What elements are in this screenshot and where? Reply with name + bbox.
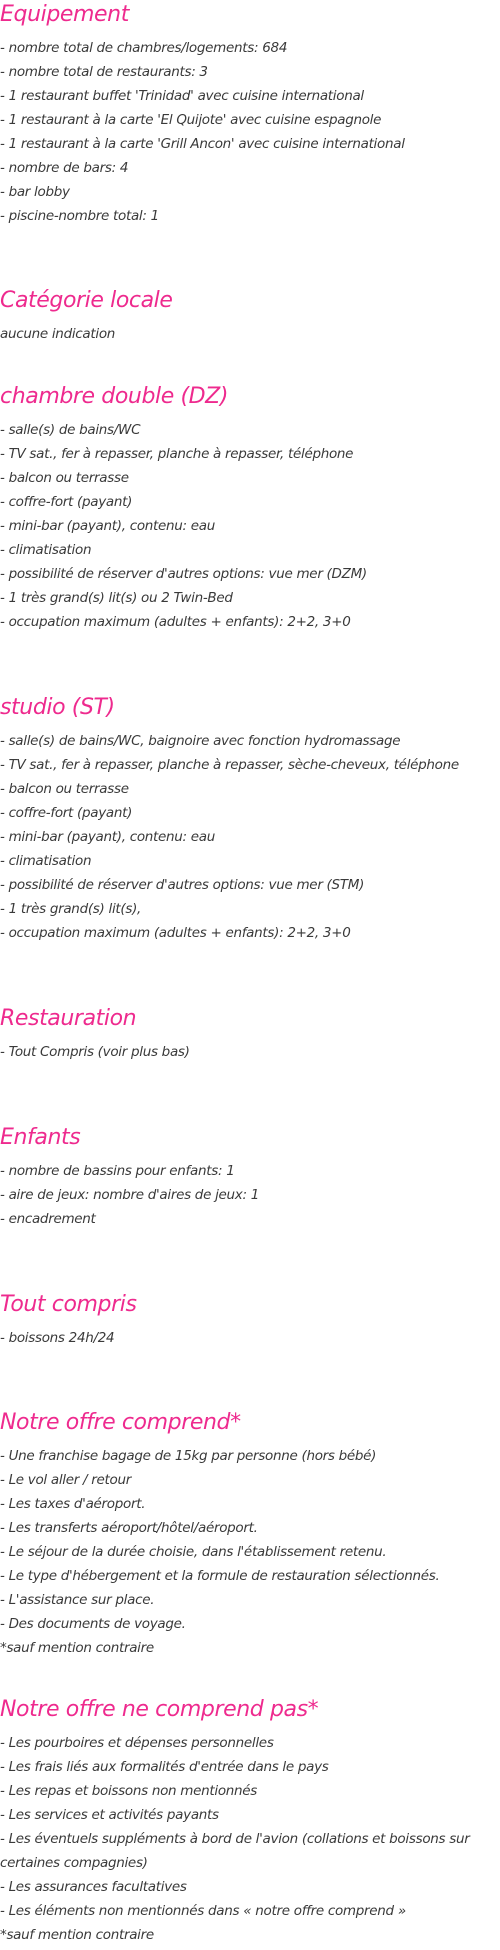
list-item: - occupation maximum (adultes + enfants): 2+2, 3+0 bbox=[0, 925, 351, 941]
list-item: - balcon ou terrasse bbox=[0, 470, 129, 486]
list-item: - Les services et activités payants bbox=[0, 1807, 219, 1823]
section-equipement bbox=[0, 0, 480, 228]
section-lines bbox=[0, 1040, 480, 1064]
list-item: - occupation maximum (adultes + enfants): 2+2, 3+0 bbox=[0, 614, 351, 630]
list-item: - climatisation bbox=[0, 542, 92, 558]
list-item: - bar lobby bbox=[0, 184, 70, 200]
list-item: - 1 restaurant à la carte 'Grill Ancon' avec cuisine international bbox=[0, 136, 405, 152]
list-item: - Tout Compris (voir plus bas) bbox=[0, 1044, 190, 1060]
list-item: - mini-bar (payant), contenu: eau bbox=[0, 829, 216, 845]
section-lines bbox=[0, 1159, 480, 1231]
section-heading: Tout compris bbox=[0, 1292, 137, 1317]
list-item: - mini-bar (payant), contenu: eau bbox=[0, 518, 216, 534]
section-tout-compris bbox=[0, 1290, 480, 1350]
section-lines bbox=[0, 729, 480, 945]
list-item: - salle(s) de bains/WC, baignoire avec fonction hydromassage bbox=[0, 733, 401, 749]
list-item: - nombre de bars: 4 bbox=[0, 160, 129, 176]
section-categorie-locale bbox=[0, 286, 480, 346]
section-heading: Notre offre comprend* bbox=[0, 1410, 241, 1435]
list-item: - 1 restaurant à la carte 'El Quijote' avec cuisine espagnole bbox=[0, 112, 382, 128]
list-item: - nombre total de chambres/logements: 684 bbox=[0, 40, 288, 56]
list-item: - climatisation bbox=[0, 853, 92, 869]
list-item: - Les éventuels suppléments à bord de l'avion (collations et boissons sur certaines compagnies) bbox=[0, 1831, 470, 1871]
list-item: - possibilité de réserver d'autres options: vue mer (STM) bbox=[0, 877, 365, 893]
list-item: - Les éléments non mentionnés dans « notre offre comprend » bbox=[0, 1903, 406, 1919]
list-item: - 1 restaurant buffet 'Trinidad' avec cuisine international bbox=[0, 88, 364, 104]
list-item: - TV sat., fer à repasser, planche à repasser, sèche-cheveux, téléphone bbox=[0, 757, 459, 773]
list-item: - Les assurances facultatives bbox=[0, 1879, 187, 1895]
list-item: - coffre-fort (payant) bbox=[0, 805, 133, 821]
section-heading: Enfants bbox=[0, 1125, 81, 1150]
list-item: - Les pourboires et dépenses personnelles bbox=[0, 1735, 274, 1751]
section-heading: Equipement bbox=[0, 2, 129, 27]
list-item: - encadrement bbox=[0, 1211, 96, 1227]
list-item: - Les transferts aéroport/hôtel/aéroport. bbox=[0, 1520, 258, 1536]
list-item: - nombre de bassins pour enfants: 1 bbox=[0, 1163, 235, 1179]
list-item: - Les taxes d'aéroport. bbox=[0, 1496, 146, 1512]
section-heading: chambre double (DZ) bbox=[0, 384, 229, 409]
section-lines bbox=[0, 1444, 480, 1660]
list-item: - boissons 24h/24 bbox=[0, 1330, 115, 1346]
section-heading: Restauration bbox=[0, 1006, 137, 1031]
section-lines bbox=[0, 1326, 480, 1350]
list-item: aucune indication bbox=[0, 326, 116, 342]
section-lines bbox=[0, 36, 480, 228]
list-item: - Les repas et boissons non mentionnés bbox=[0, 1783, 258, 1799]
list-item: - Une franchise bagage de 15kg par personne (hors bébé) bbox=[0, 1448, 377, 1464]
section-heading: studio (ST) bbox=[0, 695, 115, 720]
list-item: - coffre-fort (payant) bbox=[0, 494, 133, 510]
section-restauration bbox=[0, 1004, 480, 1064]
list-item: - Les frais liés aux formalités d'entrée dans le pays bbox=[0, 1759, 329, 1775]
list-item: - possibilité de réserver d'autres options: vue mer (DZM) bbox=[0, 566, 367, 582]
list-item: - nombre total de restaurants: 3 bbox=[0, 64, 208, 80]
section-chambre-double bbox=[0, 382, 480, 634]
section-lines bbox=[0, 322, 480, 346]
list-item: - Des documents de voyage. bbox=[0, 1616, 186, 1632]
list-item: - TV sat., fer à repasser, planche à repasser, téléphone bbox=[0, 446, 354, 462]
section-lines bbox=[0, 1731, 480, 1947]
section-enfants bbox=[0, 1123, 480, 1231]
list-item: - piscine-nombre total: 1 bbox=[0, 208, 159, 224]
section-offre-ne-comprend-pas bbox=[0, 1695, 480, 1947]
footnote: *sauf mention contraire bbox=[0, 1640, 154, 1656]
section-lines bbox=[0, 418, 480, 634]
section-heading: Catégorie locale bbox=[0, 288, 173, 313]
list-item: - aire de jeux: nombre d'aires de jeux: 1 bbox=[0, 1187, 260, 1203]
list-item: - L'assistance sur place. bbox=[0, 1592, 155, 1608]
list-item: - 1 très grand(s) lit(s) ou 2 Twin-Bed bbox=[0, 590, 233, 606]
list-item: - salle(s) de bains/WC bbox=[0, 422, 141, 438]
section-studio bbox=[0, 693, 480, 945]
section-heading: Notre offre ne comprend pas* bbox=[0, 1697, 319, 1722]
list-item: - Le séjour de la durée choisie, dans l'établissement retenu. bbox=[0, 1544, 387, 1560]
list-item: - Le type d'hébergement et la formule de restauration sélectionnés. bbox=[0, 1568, 440, 1584]
section-offre-comprend bbox=[0, 1408, 480, 1660]
list-item: - 1 très grand(s) lit(s), bbox=[0, 901, 142, 917]
footnote: *sauf mention contraire bbox=[0, 1927, 154, 1943]
list-item: - Le vol aller / retour bbox=[0, 1472, 131, 1488]
list-item: - balcon ou terrasse bbox=[0, 781, 129, 797]
